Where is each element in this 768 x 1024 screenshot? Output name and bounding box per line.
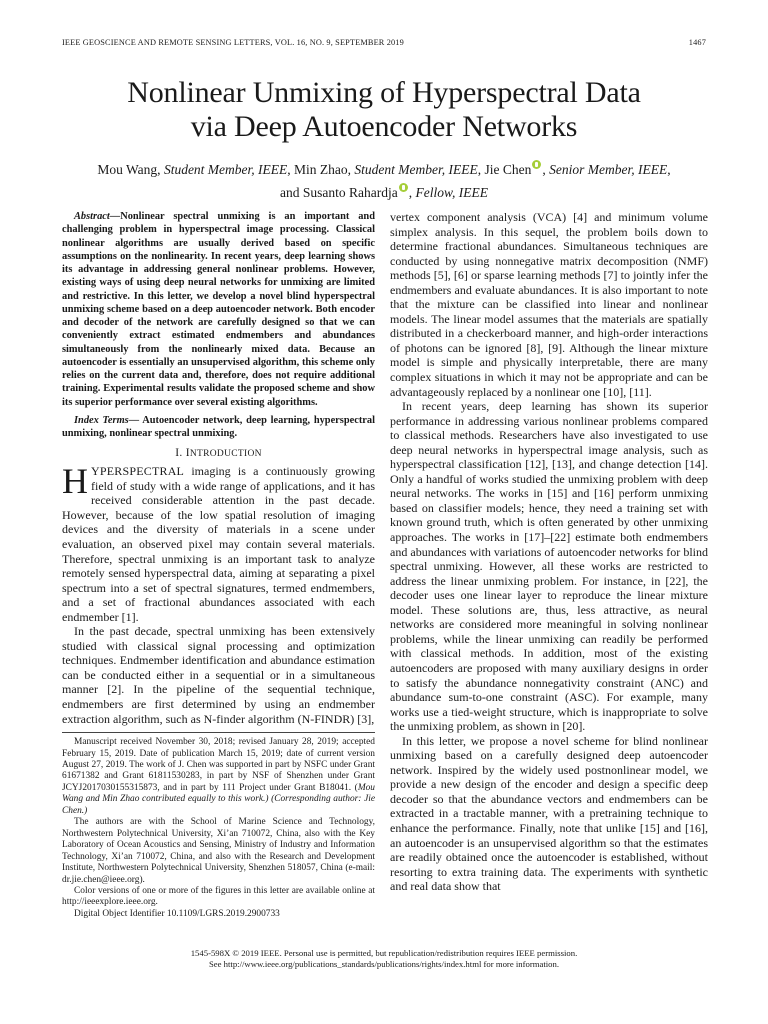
index-terms-label: Index Terms— (74, 414, 140, 426)
lead-word: YPERSPECTRAL (91, 464, 185, 479)
copyright-notice (60, 948, 708, 970)
section-cap: I (185, 447, 190, 460)
footnote-emphasis: Mou Wang and Min Zhao contributed equally to this work.) (Corresponding author: Jie Chen.) (62, 782, 375, 816)
author-role: Senior Member, IEEE (549, 162, 668, 177)
section-numeral: I. (175, 447, 186, 460)
running-head (62, 38, 706, 52)
separator: , (667, 162, 671, 177)
footnote-color-versions: Color versions of one or more of the figures in this letter are available online at http://ieeexplore.ieee.org. (62, 885, 375, 908)
author-list (40, 158, 728, 204)
index-terms (62, 414, 375, 441)
orcid-icon[interactable] (532, 160, 541, 169)
copyright-line-2: See http://www.ieee.org/publications_standards/publications/rights/index.html for more information. (208, 959, 560, 969)
copyright-line-1: 1545-598X © 2019 IEEE. Personal use is permitted, but republication/redistribution requires IEEE permission. (190, 948, 578, 958)
footnote-text: Manuscript received November 30, 2018; revised January 28, 2019; accepted February 15, 2019. Date of publication March 15, 2019; date of current version August 27, 2019. The work of J. Chen was supported in part by NSFC under Grant 61671382 and Grant 61811530283, in part by NSF of Shenzhen under Grant JCYJ2017030155315873, and in part by 111 Project under Grant B18041. ( (62, 737, 375, 793)
separator: , (542, 162, 550, 177)
footnote-manuscript (62, 737, 375, 817)
author-line-2 (40, 181, 728, 204)
author-min-zhao: , Min Zhao, (287, 162, 355, 177)
footnote-divider (62, 732, 375, 733)
author-susanto-rahardja: and Susanto Rahardja (280, 185, 398, 200)
orcid-icon[interactable] (399, 183, 408, 192)
author-mou-wang: Mou Wang, (97, 162, 164, 177)
page-number: 1467 (688, 38, 706, 47)
paper-title (40, 76, 728, 144)
author-role: Student Member, IEEE (354, 162, 478, 177)
journal-header: IEEE GEOSCIENCE AND REMOTE SENSING LETTERS, VOL. 16, NO. 9, SEPTEMBER 2019 (62, 38, 404, 47)
paragraph-text: imaging is a continuously growing field of study with a wide range of applications, and it has received considerable attention in the past decade. However, because of the low spatial resolution of imaging devices and the diversity of materials in a scene under evaluation, an observed pixel may contain several materials. Therefore, spectral unmixing is an important task to analyze remotely sensed hyperspectral data, aiming at separating a pixel spectrum into a set of spectral signatures, termed endmembers, and a set of fractional abundances associated with each endmember [1]. (62, 464, 375, 624)
section-rest: NTRODUCTION (189, 449, 262, 460)
section-heading-introduction (62, 446, 375, 461)
author-role: Student Member, IEEE (163, 162, 288, 177)
separator: , (408, 185, 416, 200)
footnote-doi: Digital Object Identifier 10.1109/LGRS.2019.2900733 (74, 908, 280, 919)
index-terms-text: Autoencoder network, deep learning, hyperspectral unmixing, nonlinear spectral unmixing. (62, 414, 375, 439)
intro-paragraph-1 (62, 461, 375, 624)
title-line-1: Nonlinear Unmixing of Hyperspectral Data (127, 76, 641, 109)
abstract-label: Abstract— (74, 211, 121, 222)
intro-paragraph-2: In the past decade, spectral unmixing has been extensively studied with classical signal processing and optimization techniques. Endmember identification and abundance estimation can be conducted either in a sequential or in a simultaneous manner [2]. In the pipeline of the sequential technique, endmembers are first determined by using an endmember extraction algorithm, such as N-finder algorithm (N-FINDR) [3], (62, 624, 375, 726)
right-paragraph-1: vertex component analysis (VCA) [4] and minimum volume simplex analysis. In this sequel, the problem boils down to determine fractional abundances. Simultaneous techniques are conducted by using nonnegative matrix decomposition (NMF) methods [5], [6] or sparse learning methods [7] to jointly infer the endmembers and evaluate abundances. It is also important to note that the mixture can be classified into linear and nonlinear models. The linear model assumes that the materials are spatially distributed in a checkerboard manner, and high-order interactions of photons can be ignored [8], [9]. Although the linear mixture model is simple and physically interpretable, there are many complex situations in which it may not be appropriate and can be advantageously replaced by a nonlinear one [10], [11]. (390, 210, 708, 399)
drop-cap: H (62, 461, 88, 502)
title-line-2: via Deep Autoencoder Networks (190, 110, 578, 143)
author-line-1 (40, 158, 728, 181)
footnote-affiliation: The authors are with the School of Marine Science and Technology, Northwestern Polytechnical University, Xi’an 710072, China, also with the Key Laboratory of Ocean Acoustics and Sensing, Ministry of Industry and Information Technology, Xi’an 710072, China, and also with the Research and Development Institute, Northwestern Polytechnical University, Shenzhen 518057, China (e-mail: dr.jie.chen@ieee.org). (62, 817, 375, 885)
abstract (62, 210, 375, 409)
right-paragraph-3: In this letter, we propose a novel scheme for blind nonlinear unmixing based on a carefully designed deep autoencoder network. Inspired by the widely used postnonlinear model, we provide a new design of the encoder and design a specific deep decoder so that the abundance vectors and endmembers can be extracted in a tractable manner, with a pretraining technique to enhance the performance. Finally, note that unlike [15] and [16], an autoencoder is an unsupervised algorithm so that the estimates are readily obtained once the autoencoder is established, without resorting to extra training data. The experiments with synthetic and real data show that (390, 733, 708, 894)
right-paragraph-2: In recent years, deep learning has shown its superior performance in addressing various nonlinear problems compared to classical methods. Researchers have also investigated to use deep neural networks in hyperspectral image analysis, such as hyperspectral classification [12], [13], and change detection [14]. Only a handful of works studied the unmixing problem with deep neural networks. The works in [15] and [16] perform unmixing based on classifier models; hence, they need a training set with known ground truth, which is often generated by other unmixing approaches. The works in [17]–[22] estimate both endmembers and abundances with variations of autoencoder networks for blind spectral unmixing. However, all these works are restricted to address the linear unmixing problem. For instance, in [22], the decoder uses one linear layer to reproduce the linear mixture model. These solutions are, thus, less attractive, as neural networks are considered more meaningful in solving nonlinear problems, while the linear unmixing can readily be performed with classical methods. In addition, most of the existing autoencoders are proposed with many auxiliary designs in order to satisfy the abundance nonnegativity constraint (ANC) and abundance sum-to-one constraint (ASC). For example, many works use a tied-weight structure, which is inappropriate to solve the unmixing problem, as shown in [20]. (390, 399, 708, 734)
author-jie-chen: , Jie Chen (477, 162, 532, 177)
author-role: Fellow, IEEE (415, 185, 488, 200)
left-column (62, 210, 375, 920)
right-column (390, 210, 708, 894)
abstract-text: Nonlinear spectral unmixing is an important and challenging problem in hyperspectral image processing. Classical nonlinear algorithms are usually derived based on specific assumptions on the nonlinearity. In recent years, deep learning shows its advantage in addressing general nonlinear problems. However, existing ways of using deep neural networks for unmixing are limited and restrictive. In this letter, we develop a novel blind hyperspectral unmixing scheme based on a deep autoencoder network. Both encoder and decoder of the network are carefully designed so that we can conveniently extract estimated endmembers and abundances simultaneously from the nonlinearly mixed data. Because an autoencoder is essentially an unsupervised algorithm, this scheme only relies on the current data and, therefore, does not require additional training. Experimental results validate the proposed scheme and show its superior performance over several existing algorithms. (62, 211, 375, 408)
